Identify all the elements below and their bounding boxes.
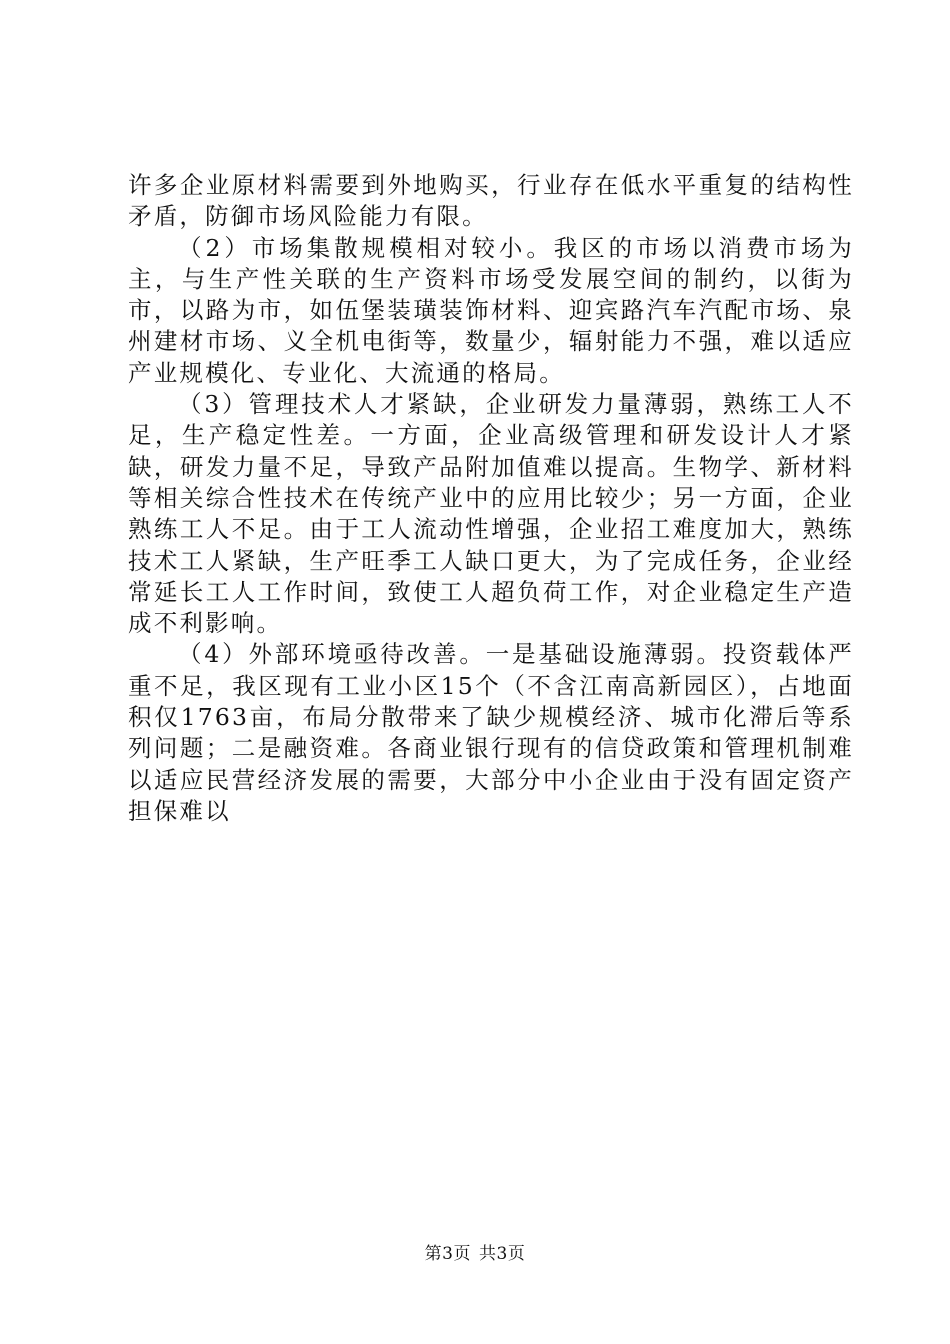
paragraph-talent-shortage: （3）管理技术人才紧缺，企业研发力量薄弱，熟练工人不足，生产稳定性差。一方面，企业高级管理和研发设计人才紧缺，研发力量不足，导致产品附加值难以提高。生物学、新材料等相关综合性技术在传统产业中的应用比较少；另一方面，企业熟练工人不足。由于工人流动性增强，企业招工难度加大，熟练技术工人紧缺，生产旺季工人缺口更大，为了完成任务，企业经常延长工人工作时间，致使工人超负荷工作，对企业稳定生产造成不利影响。 [128, 390, 854, 638]
page-number-current: 第3页 [424, 1244, 471, 1264]
paragraph-external-environment: （4）外部环境亟待改善。一是基础设施薄弱。投资载体严重不足，我区现有工业小区15个（不含江南高新园区），占地面积仅1763亩，布局分散带来了缺少规模经济、城市化滞后等系列问题；二是融资难。各商业银行现有的信贷政策和管理机制难以适应民营经济发展的需要，大部分中小企业由于没有固定资产担保难以 [128, 640, 854, 825]
page-footer [0, 1243, 950, 1265]
document-body [128, 170, 854, 827]
paragraph-market-scale: （2）市场集散规模相对较小。我区的市场以消费市场为主，与生产性关联的生产资料市场受发展空间的制约，以街为市，以路为市，如伍堡装璜装饰材料、迎宾路汽车汽配市场、泉州建材市场、义全机电街等，数量少，辐射能力不强，难以适应产业规模化、专业化、大流通的格局。 [128, 233, 854, 387]
page-number-total: 共3页 [479, 1244, 526, 1264]
paragraph-continuation: 许多企业原材料需要到外地购买，行业存在低水平重复的结构性矛盾，防御市场风险能力有限。 [128, 171, 854, 231]
